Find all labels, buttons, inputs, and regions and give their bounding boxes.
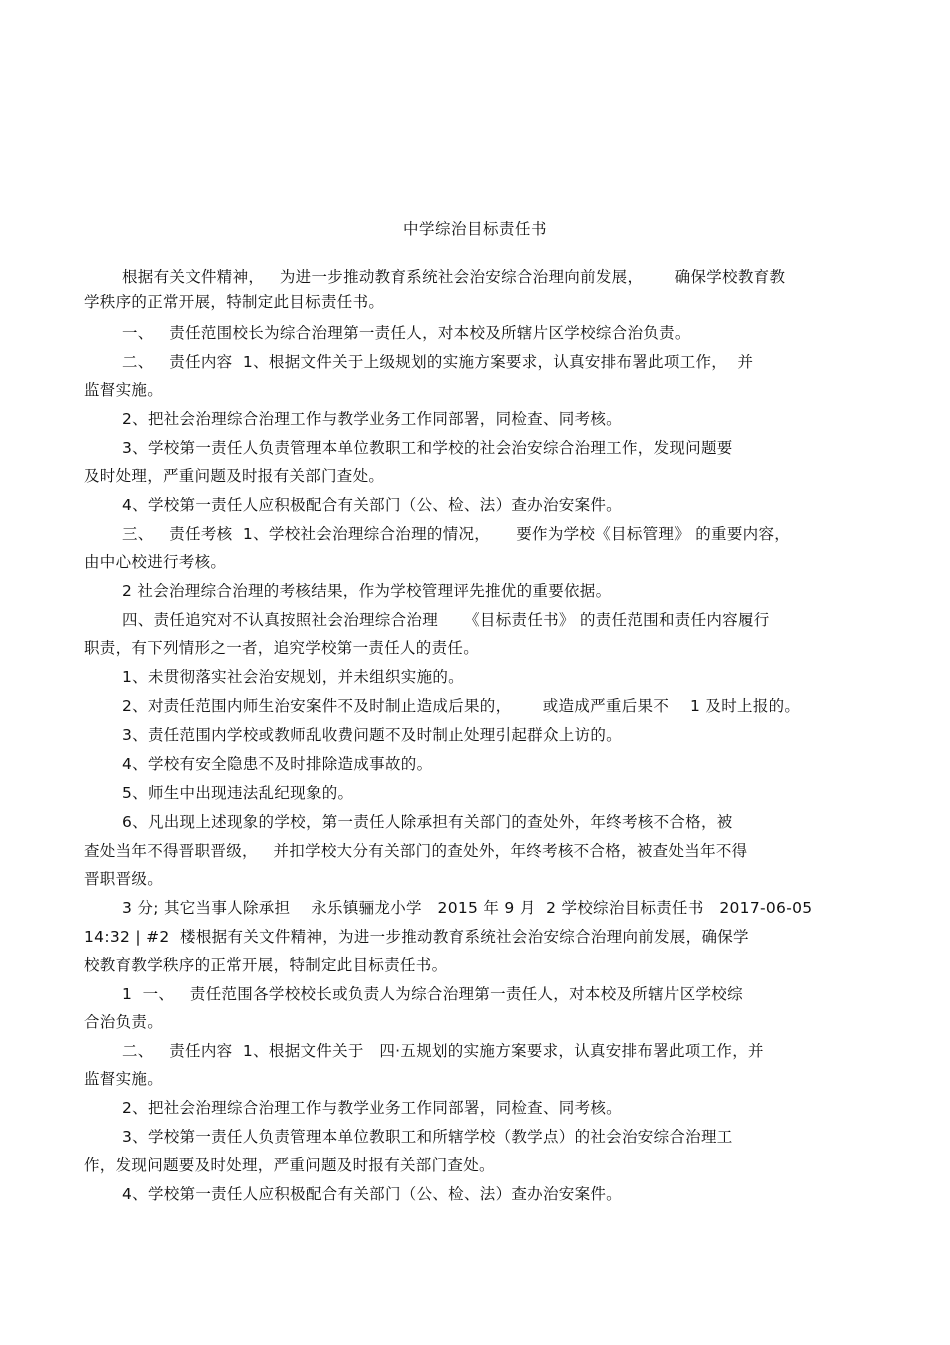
- paragraph-line: 校教育教学秩序的正常开展，特制定此目标责任书。: [84, 956, 448, 974]
- paragraph-line: 晋职晋级。: [84, 870, 164, 888]
- paragraph-line: 二、 责任内容 1、根据文件关于 四·五规划的实施方案要求，认真安排布署此项工作，并: [122, 1042, 764, 1060]
- paragraph-line: 监督实施。: [84, 381, 164, 399]
- paragraph-line: 合治负责。: [84, 1013, 164, 1031]
- paragraph-line: 2、对责任范围内师生治安案件不及时制止造成后果的， 或造成严重后果不 1 及时上报的。: [122, 697, 801, 715]
- paragraph-line: 4、学校第一责任人应积极配合有关部门（公、检、法）查办治安案件。: [122, 1185, 622, 1203]
- paragraph-line: 根据有关文件精神， 为进一步推动教育系统社会治安综合治理向前发展， 确保学校教育教: [122, 268, 786, 286]
- paragraph-line: 职责，有下列情形之一者，追究学校第一责任人的责任。: [84, 639, 480, 657]
- paragraph-line: 及时处理，严重问题及时报有关部门查处。: [84, 467, 385, 485]
- paragraph-line: 1、未贯彻落实社会治安规划，并未组织实施的。: [122, 668, 464, 686]
- paragraph-line: 一、 责任范围校长为综合治理第一责任人，对本校及所辖片区学校综合治负责。: [122, 324, 691, 342]
- paragraph-line: 由中心校进行考核。: [84, 553, 227, 571]
- paragraph-line: 3、学校第一责任人负责管理本单位教职工和所辖学校（教学点）的社会治安综合治理工: [122, 1128, 733, 1146]
- paragraph-line: 14:32 | #2 楼根据有关文件精神，为进一步推动教育系统社会治安综合治理向前发展，确保学: [84, 928, 749, 946]
- paragraph-line: 2、把社会治理综合治理工作与教学业务工作同部署，同检查、同考核。: [122, 1099, 622, 1117]
- paragraph-line: 3、学校第一责任人负责管理本单位教职工和学校的社会治安综合治理工作，发现问题要: [122, 439, 733, 457]
- paragraph-line: 2、把社会治理综合治理工作与教学业务工作同部署，同检查、同考核。: [122, 410, 622, 428]
- paragraph-line: 三、 责任考核 1、学校社会治理综合治理的情况， 要作为学校《目标管理》 的重要内容，: [122, 525, 791, 543]
- paragraph-line: 2 社会治理综合治理的考核结果，作为学校管理评先推优的重要依据。: [122, 582, 612, 600]
- paragraph-line: 监督实施。: [84, 1070, 164, 1088]
- paragraph-line: 作，发现问题要及时处理，严重问题及时报有关部门查处。: [84, 1156, 495, 1174]
- paragraph-line: 4、学校第一责任人应积极配合有关部门（公、检、法）查办治安案件。: [122, 496, 622, 514]
- paragraph-line: 4、学校有安全隐患不及时排除造成事故的。: [122, 755, 433, 773]
- paragraph-line: 3、责任范围内学校或教师乱收费问题不及时制止处理引起群众上访的。: [122, 726, 622, 744]
- document-title: 中学综治目标责任书: [402, 220, 547, 238]
- paragraph-line: 5、师生中出现违法乱纪现象的。: [122, 784, 354, 802]
- paragraph-line: 查处当年不得晋职晋级， 并扣学校大分有关部门的查处外，年终考核不合格，被查处当年不得: [84, 842, 748, 860]
- paragraph-line: 3 分; 其它当事人除承担 永乐镇骊龙小学 2015 年 9 月 2 学校综治目标责任书 2017-06-05: [122, 899, 813, 917]
- paragraph-line: 1 一、 责任范围各学校校长或负责人为综合治理第一责任人，对本校及所辖片区学校综: [122, 985, 743, 1003]
- paragraph-line: 四、责任追究对不认真按照社会治理综合治理 《目标责任书》 的责任范围和责任内容履行: [122, 611, 770, 629]
- paragraph-line: 二、 责任内容 1、根据文件关于上级规划的实施方案要求，认真安排布署此项工作， 并: [122, 353, 754, 371]
- paragraph-line: 学秩序的正常开展，特制定此目标责任书。: [84, 293, 385, 311]
- paragraph-line: 6、凡出现上述现象的学校，第一责任人除承担有关部门的查处外，年终考核不合格，被: [122, 813, 733, 831]
